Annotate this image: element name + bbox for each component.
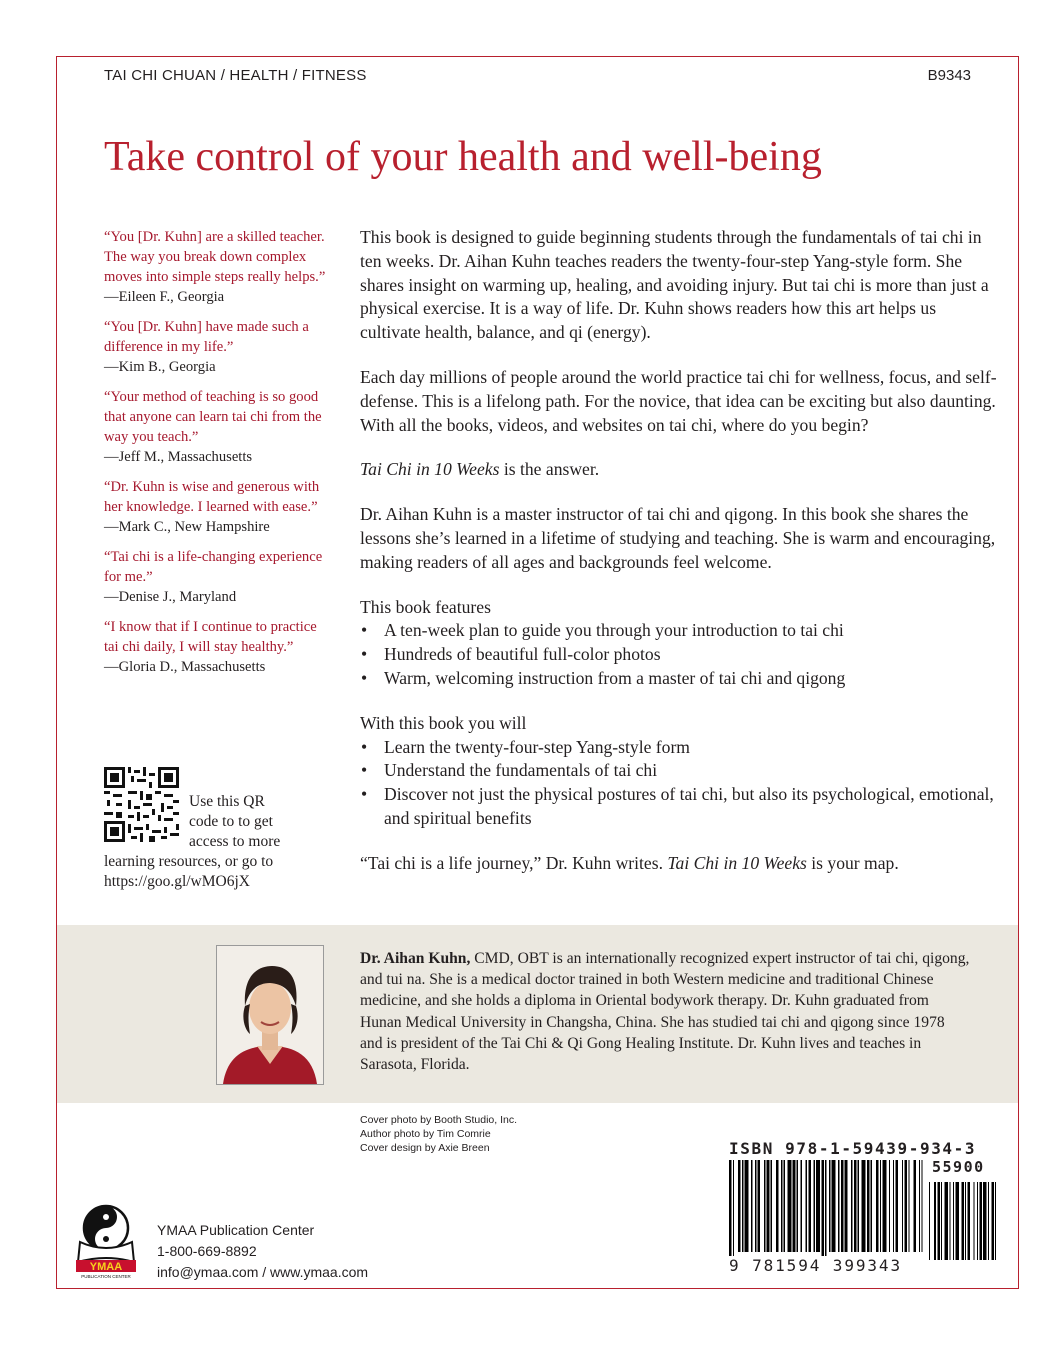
list-title: With this book you will: [360, 712, 527, 733]
testimonial: “Your method of teaching is so good that anyone can learn tai chi from the way you teach.” —Jeff M., Massachusetts: [104, 389, 322, 465]
list-item: • Learn the twenty-four-step Yang-style form: [360, 736, 1000, 760]
svg-text:YMAA: YMAA: [89, 1261, 123, 1273]
testimonial: “Tai chi is a life-changing experience for me.” —Denise J., Maryland: [104, 549, 323, 605]
headline: Take control of your health and well-being: [104, 134, 822, 180]
isbn-label: ISBN 978-1-59439-934-3: [729, 1139, 977, 1158]
author-portrait-icon: [217, 946, 323, 1084]
paragraph: Each day millions of people around the world practice tai chi for wellness, focus, and self-defense. This is a lifelong path. For the novice, that idea can be exciting but also daunting. With all the books, videos, and websites on tai chi, where do you begin?: [360, 366, 997, 435]
paragraph: Tai Chi in 10 Weeks is the answer.: [360, 459, 600, 480]
testimonial: “You [Dr. Kuhn] are a skilled teacher. The way you break down complex moves into simple steps really helps.” —Eileen F., Georgia: [104, 229, 326, 305]
credit-line: Author photo by Tim Comrie: [360, 1128, 491, 1140]
category-label: TAI CHI CHUAN / HEALTH / FITNESS: [104, 67, 367, 84]
list-item: • Discover not just the physical postures of tai chi, but also its psychological, emotional, and spiritual benefits: [360, 783, 1000, 831]
publisher-info: [157, 1220, 368, 1283]
list-item: • Warm, welcoming instruction from a master of tai chi and qigong: [360, 667, 1000, 691]
paragraph: Dr. Aihan Kuhn is a master instructor of tai chi and qigong. In this book she shares the lessons she’s learned in a lifetime of studying and teaching. She is warm and encouraging, making readers of all ages and backgrounds feel welcome.: [360, 504, 996, 572]
testimonial: “I know that if I continue to practice tai chi daily, I will stay healthy.” —Gloria D., Massachusetts: [104, 619, 317, 675]
author-name: Dr. Aihan Kuhn,: [360, 950, 471, 967]
price-code: 55900: [932, 1158, 985, 1176]
list-item: • A ten-week plan to guide you through your introduction to tai chi: [360, 619, 1000, 643]
testimonials: [104, 227, 329, 687]
list-item: • Hundreds of beautiful full-color photos: [360, 643, 1000, 667]
description: [360, 226, 1000, 897]
product-code: B9343: [927, 67, 971, 84]
testimonial: “Dr. Kuhn is wise and generous with her knowledge. I learned with ease.” —Mark C., New Hampshire: [104, 479, 320, 535]
resource-link[interactable]: https://goo.gl/wMO6jX: [104, 873, 250, 890]
paragraph: This book is designed to guide beginning students through the fundamentals of tai chi in ten weeks. Dr. Aihan Kuhn teaches readers the twenty-four-step Yang-style form. She shares insight on warming up, healing, and avoiding injury. But tai chi is more than just a physical exercise. It is a way of life. Dr. Kuhn shows readers how this art helps us cultivate health, balance, and qi (energy).: [360, 227, 989, 343]
credits: [360, 1113, 517, 1155]
barcode-digits: 9 781594 399343: [729, 1256, 902, 1275]
benefits-list: [360, 712, 1000, 831]
ymaa-logo: [72, 1202, 140, 1280]
publisher-phone[interactable]: 1-800-669-8892: [157, 1243, 257, 1259]
svg-text:PUBLICATION CENTER: PUBLICATION CENTER: [81, 1274, 131, 1279]
author-bio: Dr. Aihan Kuhn, CMD, OBT is an internationally recognized expert instructor of tai chi, qigong, and tui na. She is a medical doctor trained in both Western medicine and traditional Chinese medicine, and she holds a diploma in Oriental bodywork therapy. Dr. Kuhn graduated from Hunan Medical University in Changsha, China. She has studied tai chi and qigong since 1978 and is president of the Tai Chi & Qi Gong Healing Institute. Dr. Kuhn lives and teaches in Sarasota, Florida.: [360, 950, 970, 1074]
credit-line: Cover design by Axie Breen: [360, 1142, 490, 1154]
list-item: • Understand the fundamentals of tai chi: [360, 759, 1000, 783]
credit-line: Cover photo by Booth Studio, Inc.: [360, 1114, 518, 1126]
publisher-name: YMAA Publication Center: [157, 1222, 315, 1238]
features-list: [360, 596, 1000, 691]
closing-line: “Tai chi is a life journey,” Dr. Kuhn writes. Tai Chi in 10 Weeks is your map.: [360, 852, 899, 873]
publisher-web[interactable]: info@ymaa.com / www.ymaa.com: [157, 1264, 369, 1280]
book-title: Tai Chi in 10 Weeks: [360, 459, 500, 480]
qr-instructions: Use this QR code to to get access to more learning resources, or go to https://goo.gl/wMO6jX: [104, 793, 281, 890]
book-title: Tai Chi in 10 Weeks: [667, 852, 807, 873]
list-title: This book features: [360, 596, 491, 617]
testimonial: “You [Dr. Kuhn] have made such a difference in my life.” —Kim B., Georgia: [104, 319, 309, 375]
author-photo: [216, 945, 324, 1085]
